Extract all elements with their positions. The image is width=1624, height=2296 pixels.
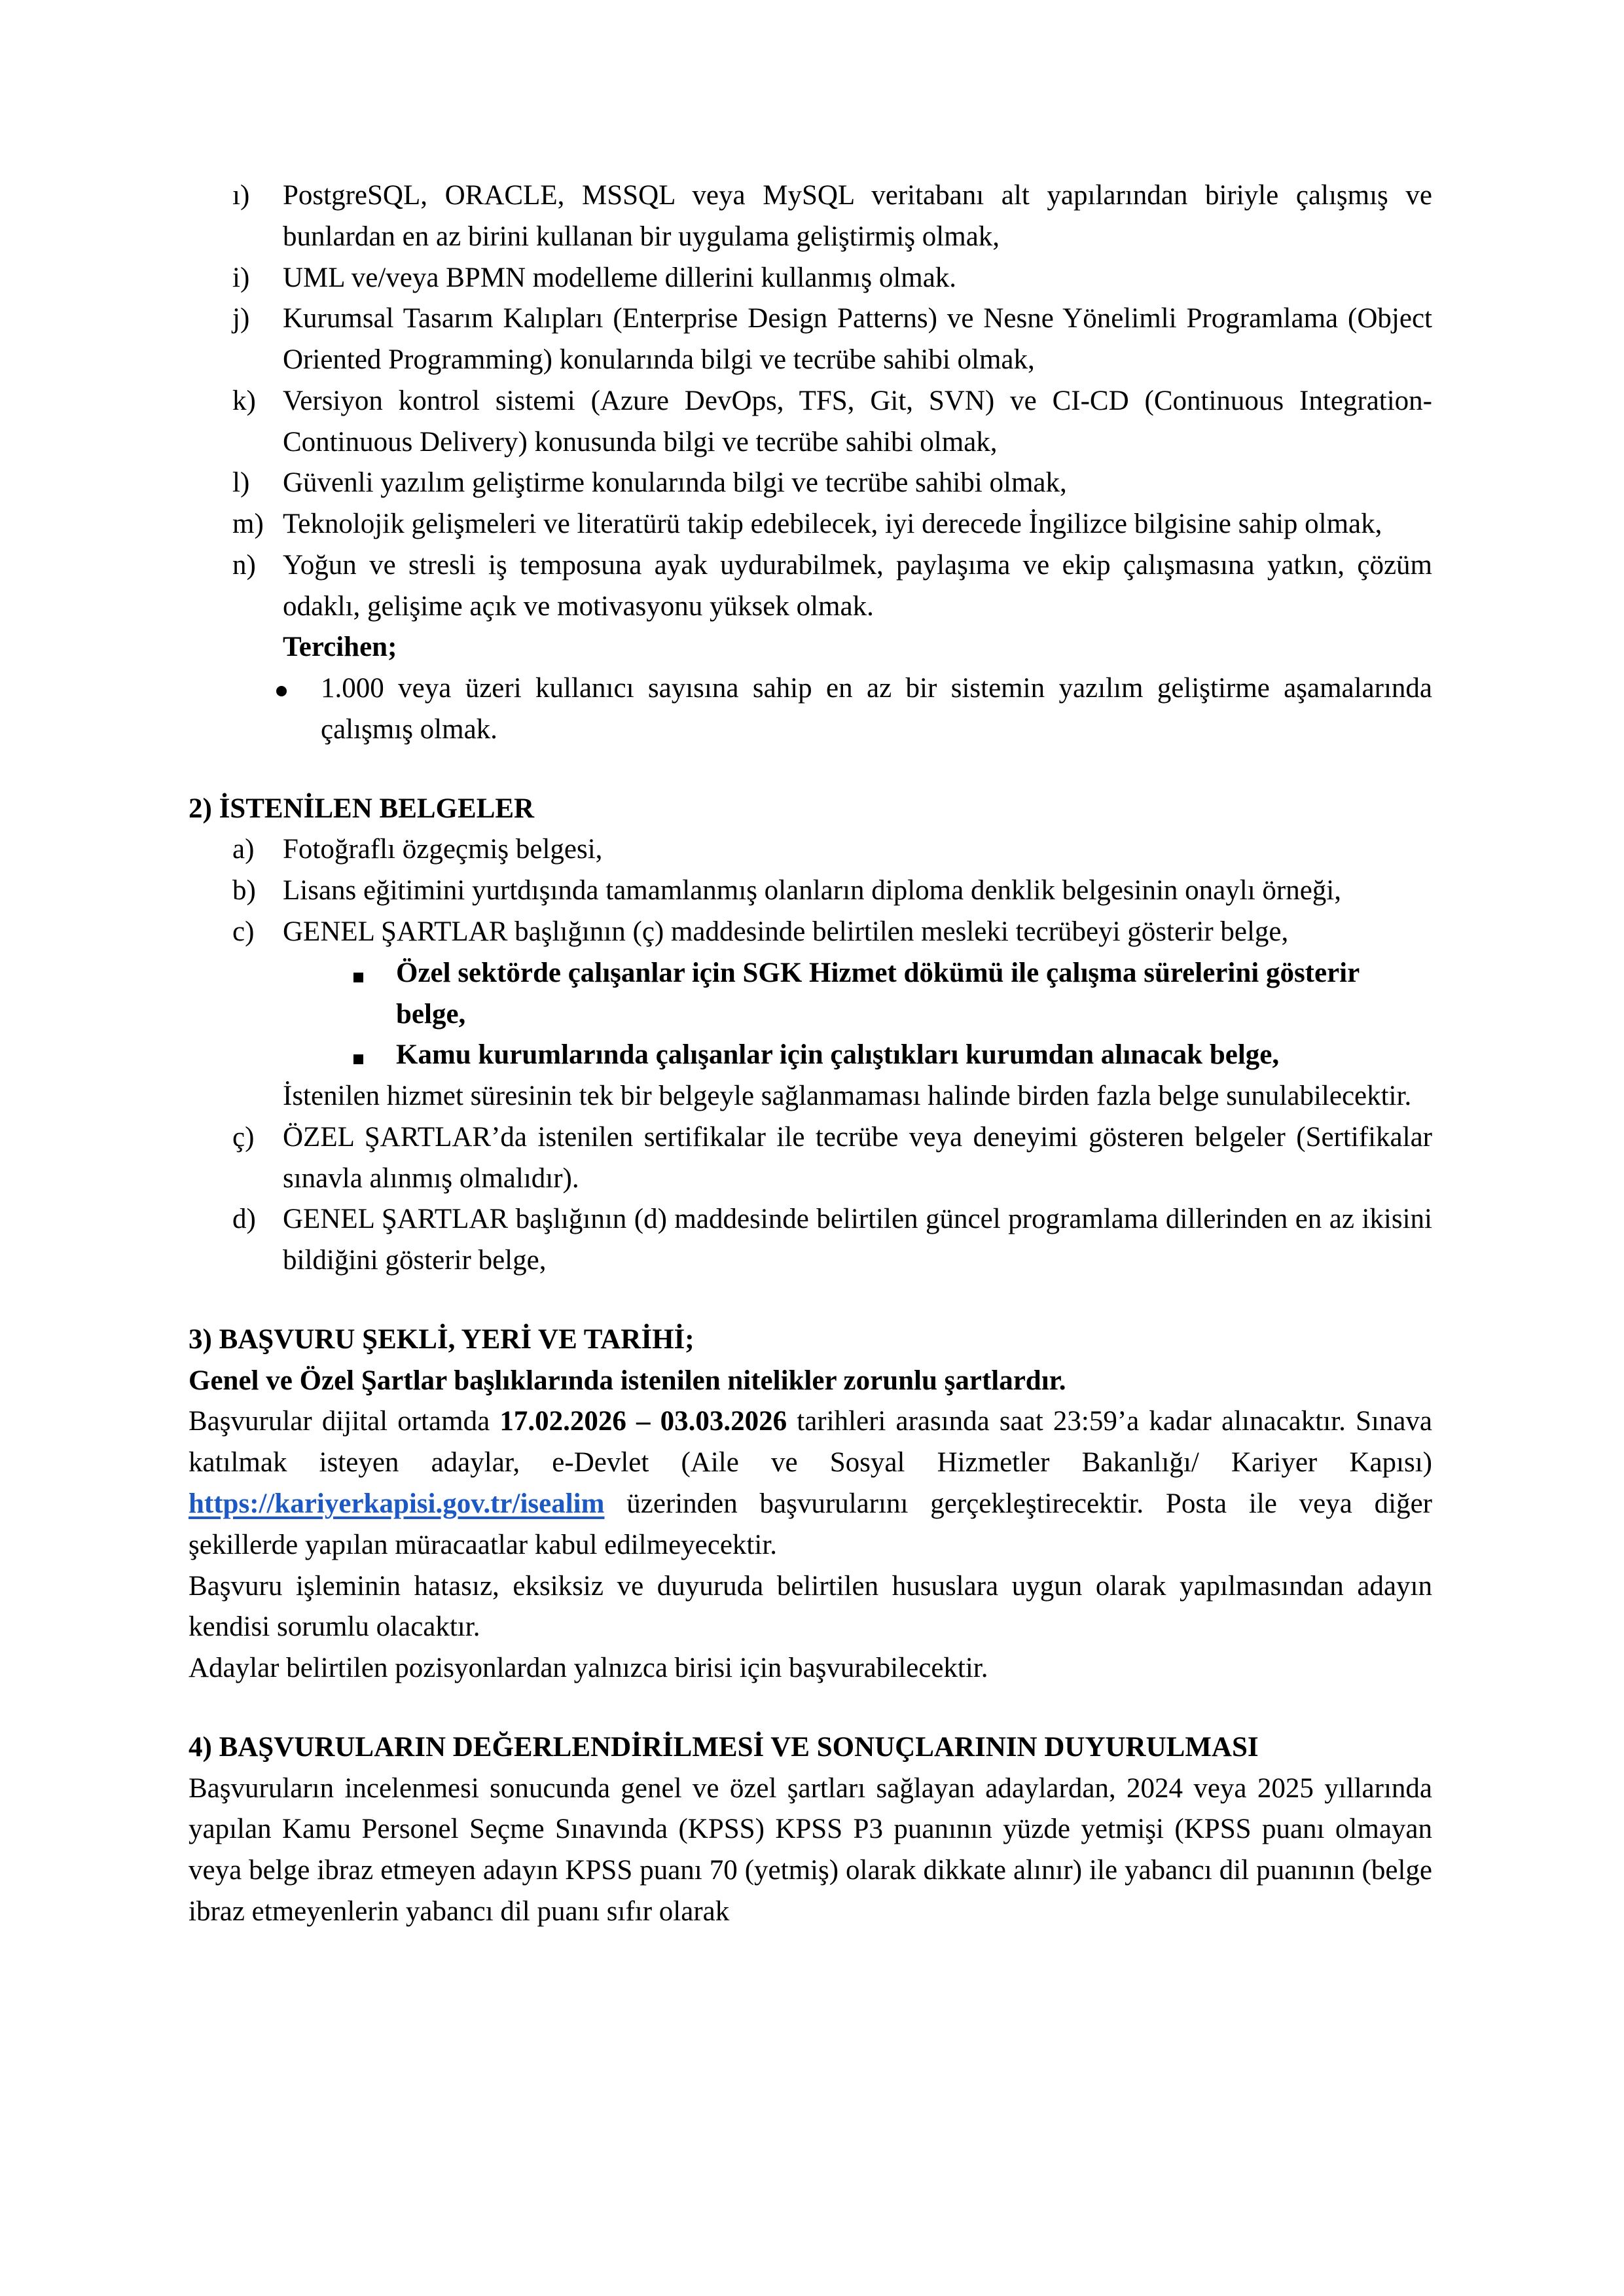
section-3-heading: 3) BAŞVURU ŞEKLİ, YERİ VE TARİHİ; [189,1323,695,1355]
section-3-paragraph-2: Başvuru işleminin hatasız, eksiksiz ve duyuruda belirtilen hususlara uygun olarak yapılmasından adayın kendisi sorumlu olacaktır. [189,1570,1432,1643]
list-item-text: Özel sektörde çalışanlar için SGK Hizmet dökümü ile çalışma sürelerini gösterir belge, [396,957,1360,1030]
istenilen-belgeler-list-2 [189,1117,1432,1282]
istenilen-belgeler-list [189,829,1432,952]
list-marker: j) [232,303,250,334]
list-item [189,545,1432,628]
belge-subitems-list [189,953,1432,1076]
list-marker: ç) [232,1121,255,1153]
list-item [189,668,1432,751]
list-item [189,912,1432,953]
section-4-heading: 4) BAŞVURULARIN DEĞERLENDİRİLMESİ VE SONUÇLARININ DUYURULMASI [189,1731,1259,1763]
list-item-text: Kurumsal Tasarım Kalıpları (Enterprise Design Patterns) ve Nesne Yönelimli Programlama (Object Oriented Programming) konularında bilgi ve tecrübe sahibi olmak, [283,303,1432,376]
list-item [189,504,1432,545]
list-item [189,870,1432,912]
list-marker: k) [232,385,256,416]
list-item-text: Kamu kurumlarında çalışanlar için çalıştıkları kurumdan alınacak belge, [396,1039,1280,1071]
section-spacer [189,1689,1432,1727]
section-3-subheading: Genel ve Özel Şartlar başlıklarında istenilen nitelikler zorunlu şartlardır. [189,1365,1066,1396]
list-marker: n) [232,549,256,581]
list-item [189,298,1432,381]
paragraph-suffix: üzerinden başvurularını gerçekleştirecektir. Posta ile veya diğer şekillerde yapılan müracaatlar kabul edilmeyecektir. [189,1488,1432,1560]
section-spacer [189,751,1432,789]
section-3-paragraph-3: Adaylar belirtilen pozisyonlardan yalnızca birisi için başvurabilecektir. [189,1653,988,1684]
list-item-text: 1.000 veya üzeri kullanıcı sayısına sahip en az bir sistemin yazılım geliştirme aşamalarında çalışmış olmak. [321,673,1432,745]
list-marker: a) [232,834,255,865]
list-item-text: Güvenli yazılım geliştirme konularında bilgi ve tecrübe sahibi olmak, [283,467,1067,499]
list-item-text: ÖZEL ŞARTLAR’da istenilen sertifikalar ile tecrübe veya deneyimi gösteren belgeler (Sertifikalar sınavla alınmış olmalıdır). [283,1121,1432,1194]
list-item [189,258,1432,299]
list-item-text: Teknolojik gelişmeleri ve literatürü takip edebilecek, iyi derecede İngilizce bilgisine sahip olmak, [283,509,1382,540]
list-item-text: Lisans eğitimini yurtdışında tamamlanmış olanların diploma denklik belgesinin onaylı örneği, [283,875,1341,906]
list-item [189,1035,1432,1076]
list-marker: c) [232,916,255,948]
genel-sartlar-continued-list [189,175,1432,627]
list-item-text: Fotoğraflı özgeçmiş belgesi, [283,834,603,865]
section-3-paragraph-1 [189,1401,1432,1566]
square-bullet-icon [353,973,363,982]
list-item [189,175,1432,258]
kariyer-kapisi-link[interactable]: https://kariyerkapisi.gov.tr/isealim [189,1488,605,1519]
list-item [189,1199,1432,1282]
list-marker: ı) [232,180,250,211]
belge-note-paragraph: İstenilen hizmet süresinin tek bir belgeyle sağlanmaması halinde birden fazla belge sunulabilecektir. [283,1081,1412,1112]
section-4-paragraph-1: Başvuruların incelenmesi sonucunda genel ve özel şartları sağlayan adaylardan, 2024 veya 2025 yıllarında yapılan Kamu Personel Seçme Sınavında (KPSS) KPSS P3 puanının yüzde yetmişi (KPSS puanı olmayan veya belge ibraz etmeyen adayın KPSS puanı 70 (yetmiş) olarak dikkate alınır) ile yabancı dil puanının (belge ibraz etmeyenlerin yabancı dil puanı sıfır olarak [189,1772,1432,1927]
list-marker: b) [232,875,256,906]
document-content [189,175,1432,1933]
paragraph-prefix: Başvurular dijital ortamda [189,1406,500,1437]
list-marker: d) [232,1204,256,1235]
list-item-text: GENEL ŞARTLAR başlığının (d) maddesinde belirtilen güncel programlama dillerinden en az ikisini bildiğini gösterir belge, [283,1204,1432,1276]
tercihen-bullet-list [189,668,1432,751]
list-marker: m) [232,509,264,540]
list-item [189,953,1432,1035]
list-item [189,829,1432,870]
square-bullet-icon [353,1054,363,1064]
list-marker: i) [232,262,250,293]
tercihen-label: Tercihen; [283,632,397,663]
list-item-text: Yoğun ve stresli iş temposuna ayak uydurabilmek, paylaşıma ve ekip çalışmasına yatkın, çözüm odaklı, gelişime açık ve motivasyonu yüksek olmak. [283,549,1432,622]
list-item-text: PostgreSQL, ORACLE, MSSQL veya MySQL veritabanı alt yapılarından biriyle çalışmış ve bunlardan en az birini kullanan bir uygulama geliştirmiş olmak, [283,180,1432,252]
list-item-text: GENEL ŞARTLAR başlığının (ç) maddesinde belirtilen mesleki tecrübeyi gösterir belge, [283,916,1289,948]
list-item-text: UML ve/veya BPMN modelleme dillerini kullanmış olmak. [283,262,957,293]
section-2-heading: 2) İSTENİLEN BELGELER [189,793,535,824]
list-item [189,463,1432,504]
list-item [189,1117,1432,1200]
paragraph-middle: tarihleri arasında saat 23:59’a kadar alınacaktır. Sınava katılmak isteyen adaylar, e-Devlet (Aile ve Sosyal Hizmetler Bakanlığı/ Kariyer Kapısı) [189,1406,1433,1479]
application-date-range: 17.02.2026 – 03.03.2026 [499,1406,787,1437]
section-spacer [189,1282,1432,1319]
bullet-dot-icon [276,686,287,696]
list-item-text: Versiyon kontrol sistemi (Azure DevOps, TFS, Git, SVN) ve CI-CD (Continuous Integration-Continuous Delivery) konusunda bilgi ve tecrübe sahibi olmak, [283,385,1432,457]
list-marker: l) [232,467,250,499]
list-item [189,381,1432,463]
